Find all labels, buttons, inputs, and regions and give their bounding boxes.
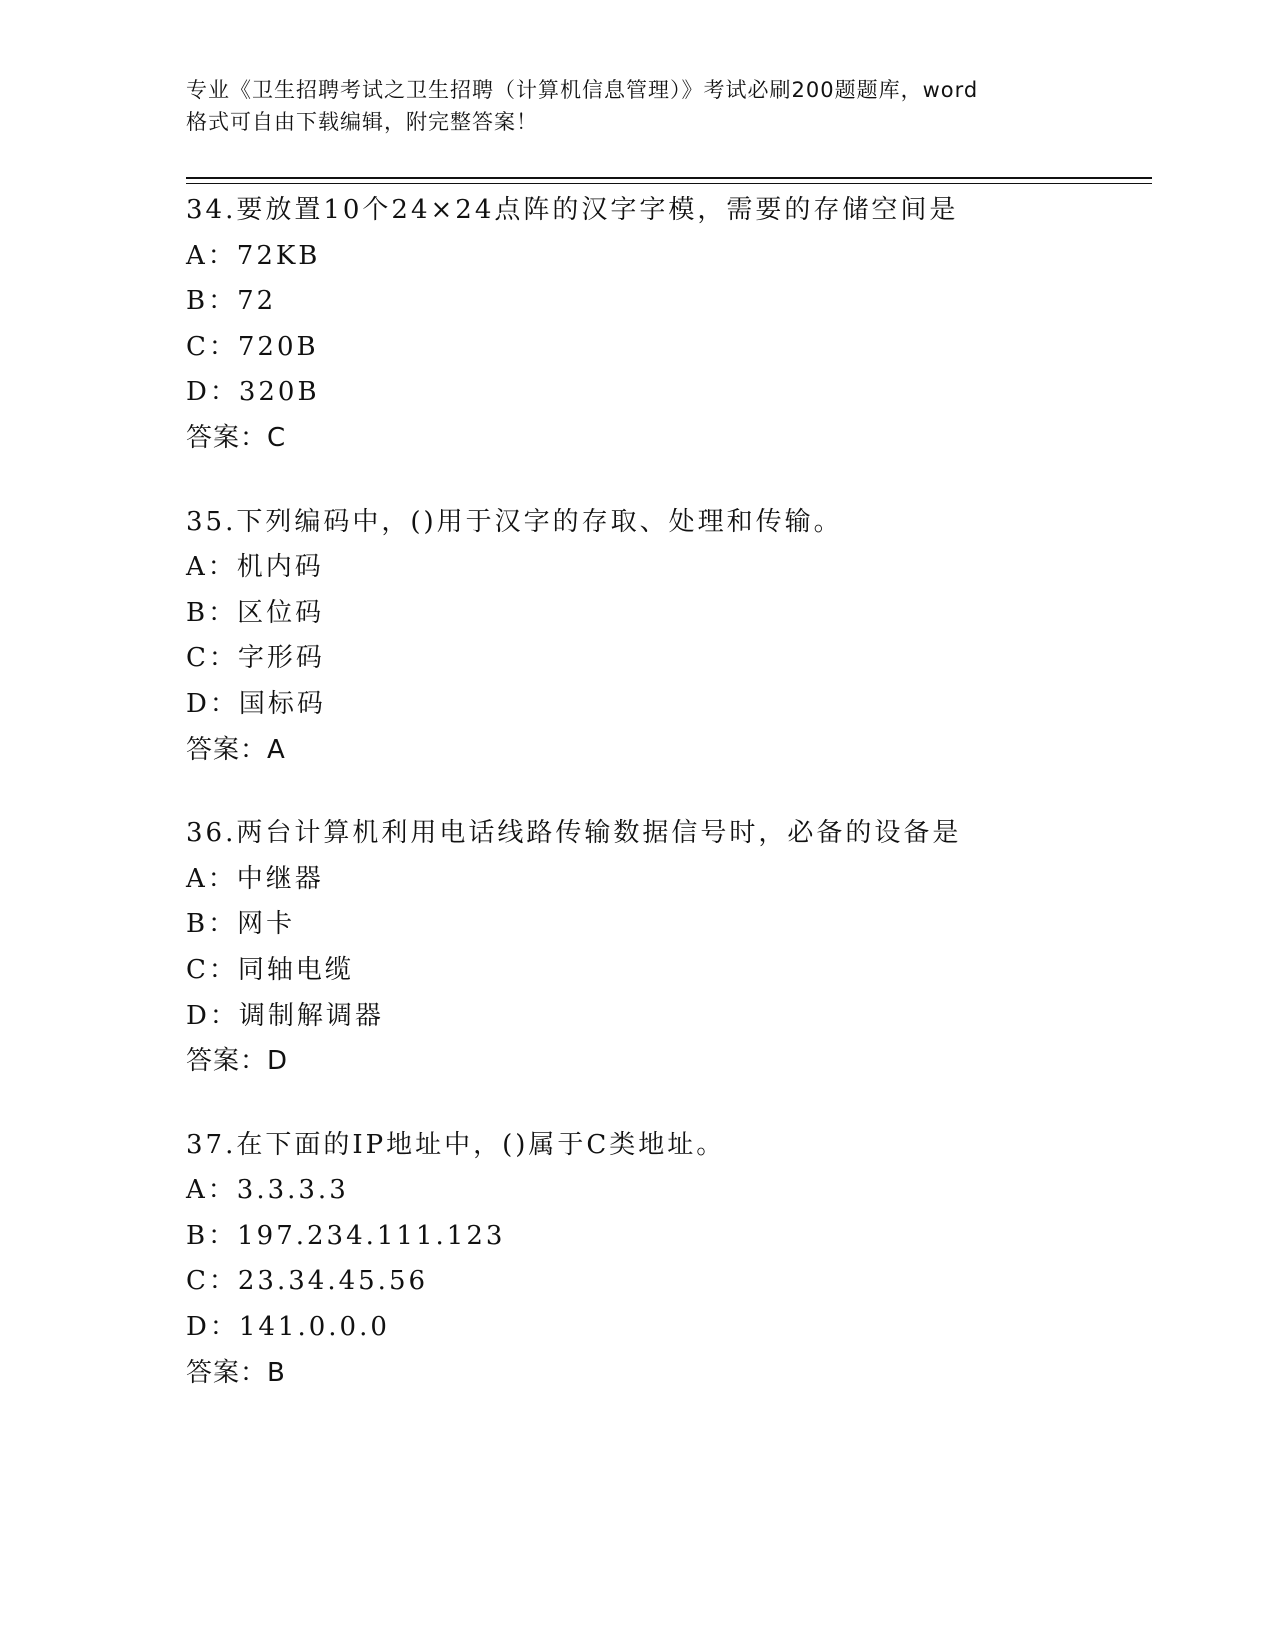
question-stem: 36.两台计算机利用电话线路传输数据信号时，必备的设备是 <box>186 818 962 849</box>
option-a: A：3.3.3.3 <box>186 1175 349 1206</box>
answer-text: 答案：A <box>186 734 286 765</box>
header-line-1: 专业《卫生招聘考试之卫生招聘（计算机信息管理）》考试必刷200题题库，word <box>186 78 979 102</box>
option-c: C：720B <box>186 331 319 362</box>
option-b: B：区位码 <box>186 597 325 628</box>
option-b: B：72 <box>186 286 277 317</box>
option-a: A：中继器 <box>186 863 324 894</box>
option-a: A：机内码 <box>186 552 324 583</box>
option-d: D：320B <box>186 377 320 408</box>
header-line-2: 格式可自由下载编辑，附完整答案！ <box>186 110 538 134</box>
header-divider-thick <box>186 177 1152 179</box>
answer-text: 答案：D <box>186 1046 289 1077</box>
question-36 <box>186 811 1146 1085</box>
question-34 <box>186 188 1146 462</box>
question-stem: 37.在下面的IP地址中，()属于C类地址。 <box>186 1129 726 1160</box>
option-b: B：网卡 <box>186 909 296 940</box>
document-header <box>186 74 1086 138</box>
header-divider-thin <box>186 183 1152 184</box>
question-list <box>186 188 1146 1434</box>
option-d: D：调制解调器 <box>186 1000 384 1031</box>
option-d: D：141.0.0.0 <box>186 1312 390 1343</box>
question-stem: 34.要放置10个24×24点阵的汉字字模，需要的存储空间是 <box>186 195 959 225</box>
option-d: D：国标码 <box>186 688 326 719</box>
question-stem: 35.下列编码中，()用于汉字的存取、处理和传输。 <box>186 506 843 537</box>
option-c: C：字形码 <box>186 643 325 674</box>
question-37 <box>186 1123 1146 1397</box>
answer-text: 答案：C <box>186 422 287 453</box>
option-b: B：197.234.111.123 <box>186 1220 506 1251</box>
option-a: A：72KB <box>186 240 321 271</box>
question-35 <box>186 500 1146 774</box>
option-c: C：同轴电缆 <box>186 954 354 985</box>
option-c: C：23.34.45.56 <box>186 1266 429 1297</box>
answer-text: 答案：B <box>186 1357 286 1388</box>
